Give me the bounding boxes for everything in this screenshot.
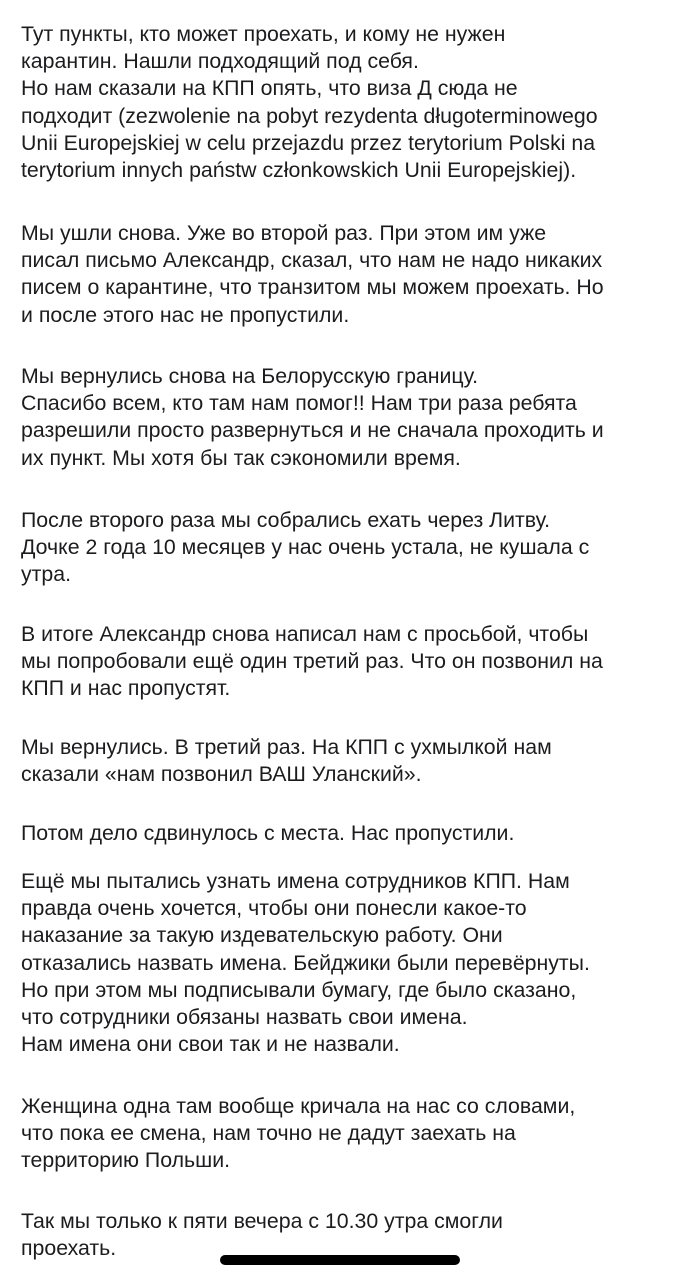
paragraph-9: Женщина одна там вообще кричала на нас со словами, что пока ее смена, нам точно не дадут заехать на территорию Польши. — [21, 1094, 576, 1173]
paragraph-4: После второго раза мы собрались ехать через Литву. Дочке 2 года 10 месяцев у нас очень устала, не кушала с утра. — [21, 508, 590, 587]
message-text-view[interactable] — [21, 0, 671, 1280]
paragraph-3: Мы вернулись снова на Белорусскую границу. Спасибо всем, кто там нам помог!! Нам три раза ребята разрешили просто развернуться и не сначала проходить и их пункт. Мы хотя бы так сэкономили время. — [21, 364, 604, 470]
paragraph-5: В итоге Александр снова написал нам с просьбой, чтобы мы попробовали ещё один третий раз. Что он позвонил на КПП и нас пропустят. — [21, 622, 603, 701]
paragraph-8: Ещё мы пытались узнать имена сотрудников КПП. Нам правда очень хочется, чтобы они понесли какое-то наказание за такую издевательскую работу. Они отказались назвать имена. Бейджики были перевёрнуты. Но при этом мы подписывали бумагу, где было сказано, что сотрудники обязаны назвать свои имена. Нам имена они свои так и не назвали. — [21, 869, 590, 1057]
paragraph-6: Мы вернулись. В третий раз. На КПП с ухмылкой нам сказали «нам позвонил ВАШ Уланский». — [21, 735, 552, 787]
paragraph-1: Тут пункты, кто может проехать, и кому не нужен карантин. Нашли подходящий под себя. Но нам сказали на КПП опять, что виза Д сюда не подходит (zezwolenie na pobyt rezydenta długoterminowego Unii Europejskiej w celu przejazdu przez terytorium Polski na terytorium innych państw członkowskich Unii Europejskiej). — [21, 22, 598, 183]
home-indicator[interactable] — [220, 1255, 460, 1265]
paragraph-2: Мы ушли снова. Уже во второй раз. При этом им уже писал письмо Александр, сказал, что нам не надо никаких писем о карантине, что транзитом мы можем проехать. Но и после этого нас не пропустили. — [21, 221, 604, 327]
paragraph-10: Так мы только к пяти вечера с 10.30 утра смогли проехать. — [21, 1209, 503, 1261]
paragraph-7: Потом дело сдвинулось с места. Нас пропустили. — [21, 821, 515, 845]
